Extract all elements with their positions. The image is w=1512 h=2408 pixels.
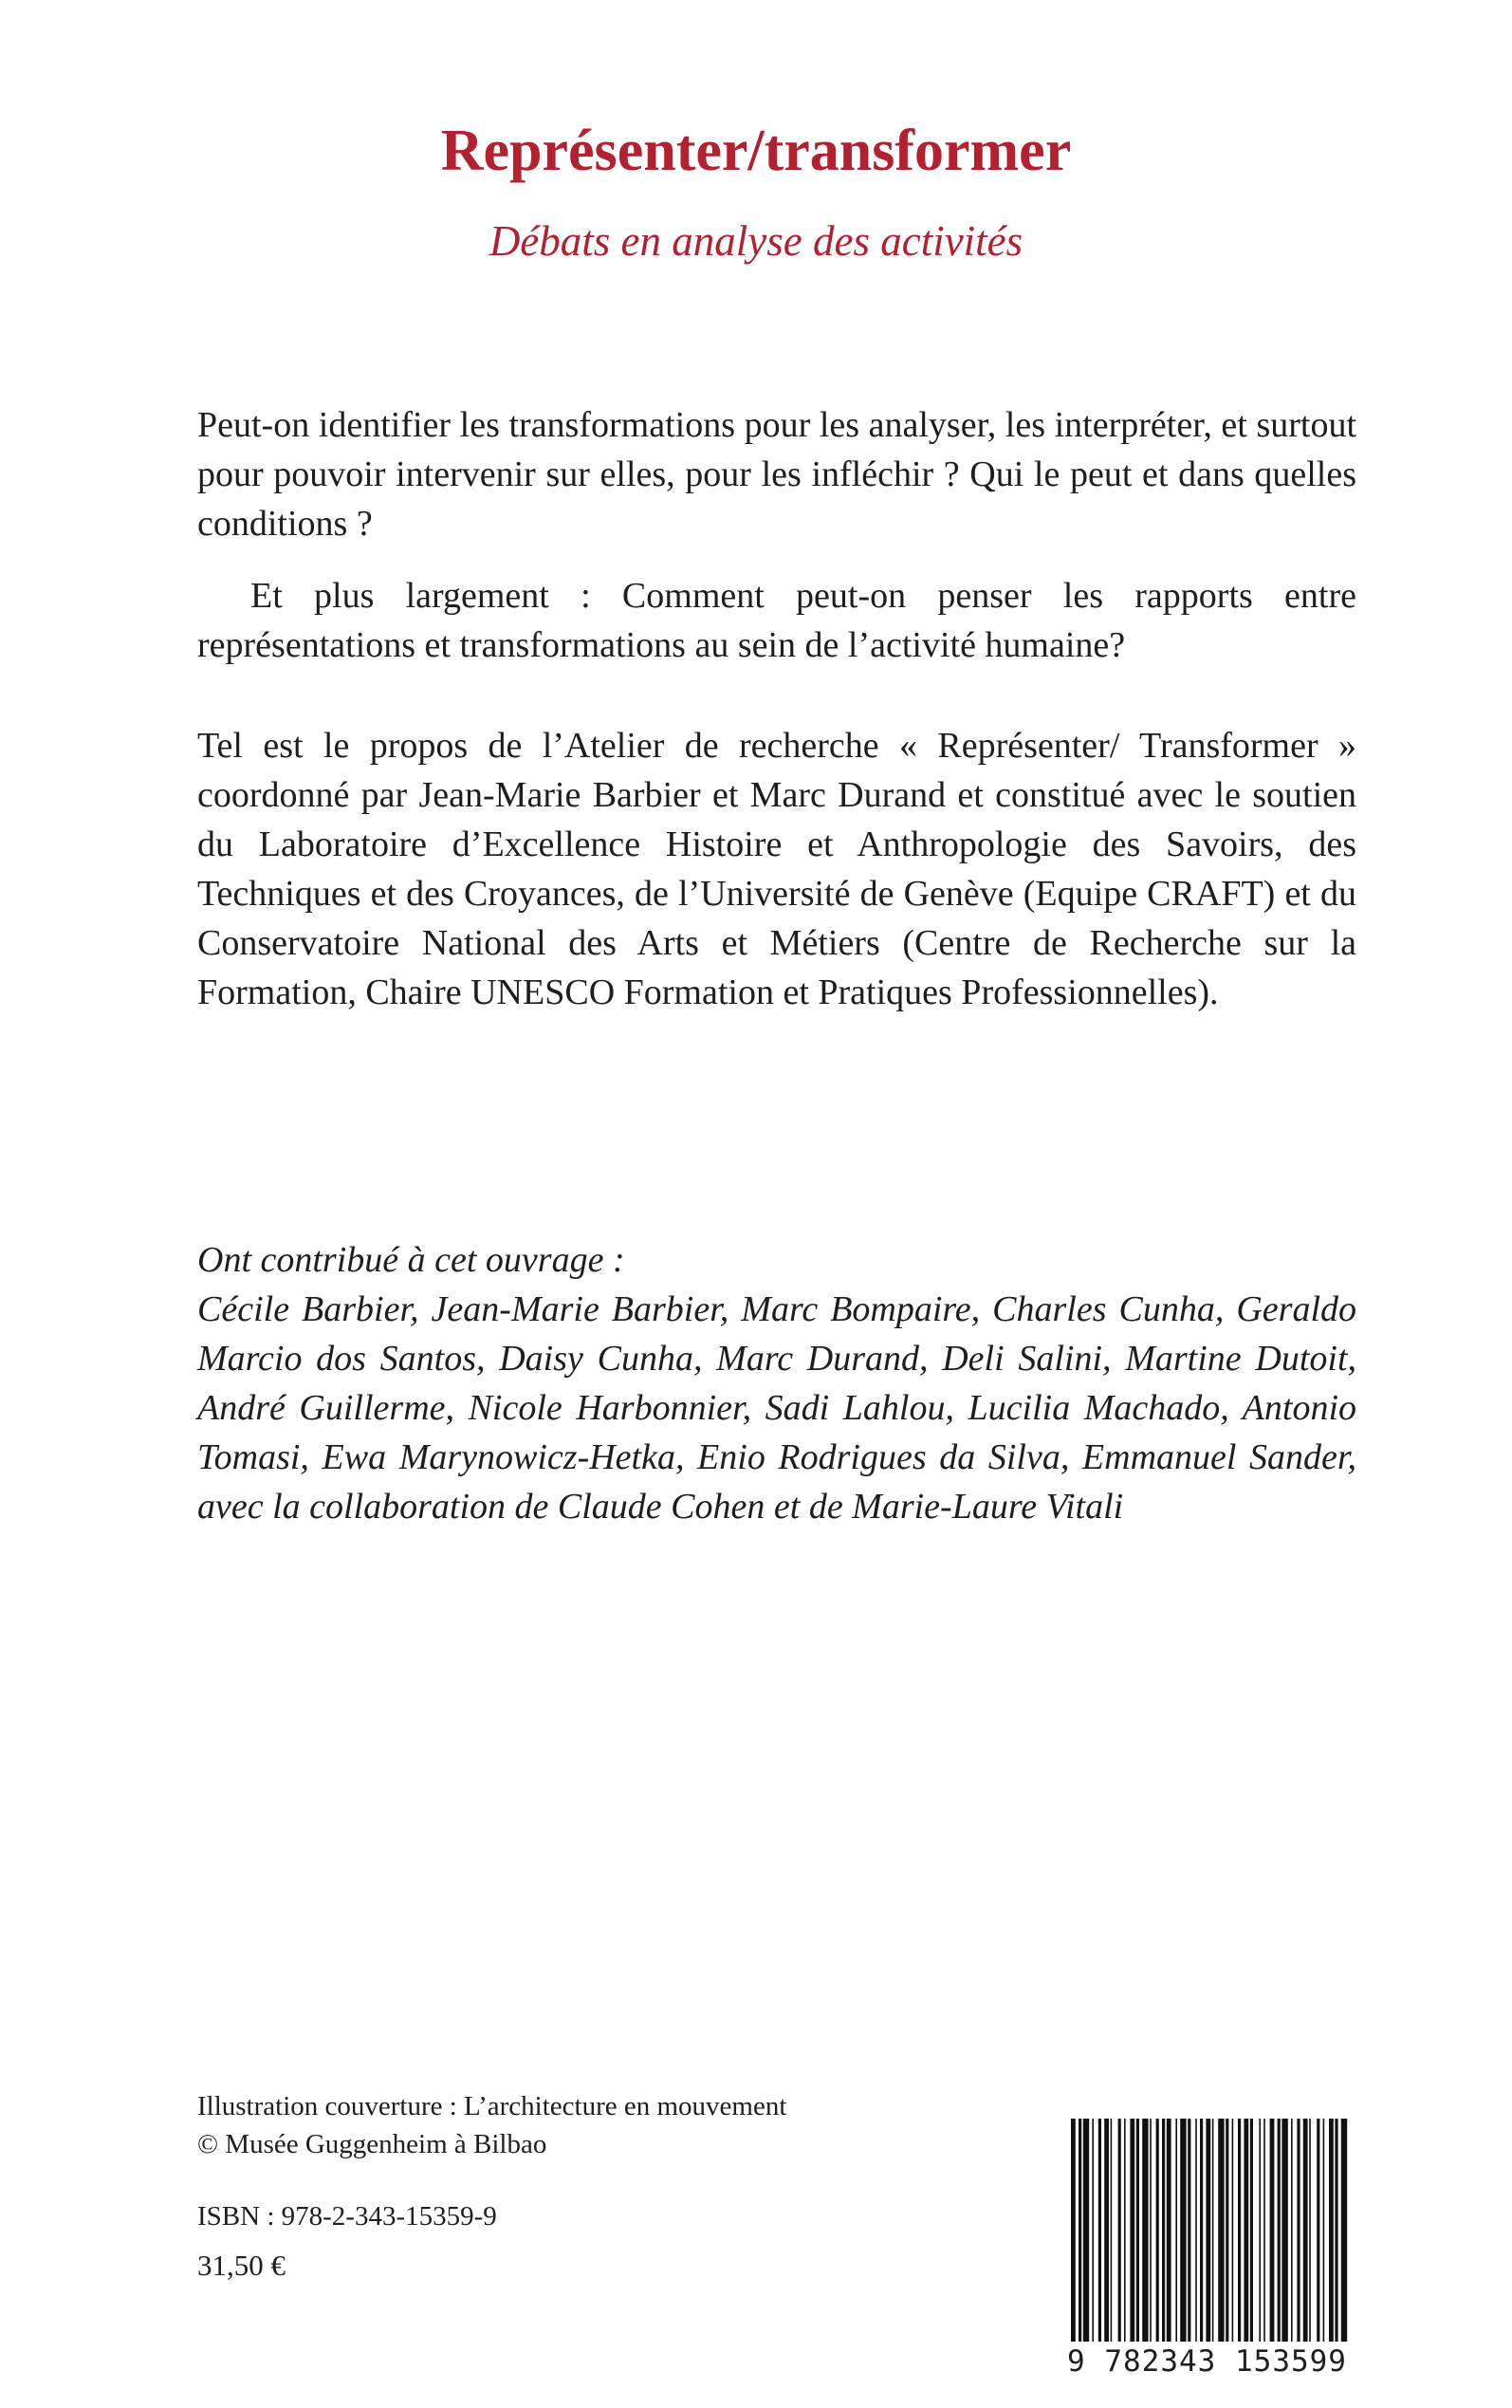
- contributors-list: Cécile Barbier, Jean-Marie Barbier, Marc Bompaire, Charles Cunha, Geraldo Marcio dos Santos, Daisy Cunha, Marc Durand, Deli Salini, Martine Dutoit, André Guillerme, Nicole Harbonnier, Sadi Lahlou, Lucilia Machado, Antonio Tomasi, Ewa Marynowicz-Hetka, Enio Rodrigues da Silva, Emmanuel Sander, avec la collaboration de Claude Cohen et de Marie-Laure Vitali: [197, 1289, 1356, 1527]
- summary-paragraph-1: Peut-on identifier les transformations pour les analyser, les interpréter, et surtout pour pouvoir intervenir sur elles, pour les infléchir ? Qui le peut et dans quelles conditions ?: [197, 405, 1356, 544]
- illustration-credit: Illustration couverture : L’architecture en mouvement: [197, 2091, 787, 2121]
- isbn: ISBN : 978-2-343-15359-9: [197, 2201, 497, 2232]
- summary-paragraph-2: Et plus largement : Comment peut-on penser les rapports entre représentations et transformations au sein de l’activité humaine?: [197, 576, 1356, 665]
- book-subtitle: Débats en analyse des activités: [489, 217, 1023, 265]
- barcode-icon: [1067, 2119, 1352, 2342]
- price: 31,50 €: [197, 2249, 286, 2282]
- book-title: Représenter/transformer: [440, 119, 1072, 183]
- contributors-heading: Ont contribué à cet ouvrage :: [197, 1240, 625, 1280]
- barcode-digits: 9 782343 153599: [1067, 2344, 1347, 2379]
- copyright-credit: © Musée Guggenheim à Bilbao: [197, 2129, 547, 2159]
- summary-paragraph-3: Tel est le propos de l’Atelier de recherche « Représenter/ Transformer » coordonné par Jean-Marie Barbier et Marc Durand et constitué avec le soutien du Laboratoire d’Excellence Histoire et Anthropologie des Savoirs, des Techniques et des Croyances, de l’Université de Genève (Equipe CRAFT) et du Conservatoire National des Arts et Métiers (Centre de Recherche sur la Formation, Chaire UNESCO Formation et Pratiques Professionnelles).: [197, 726, 1356, 1012]
